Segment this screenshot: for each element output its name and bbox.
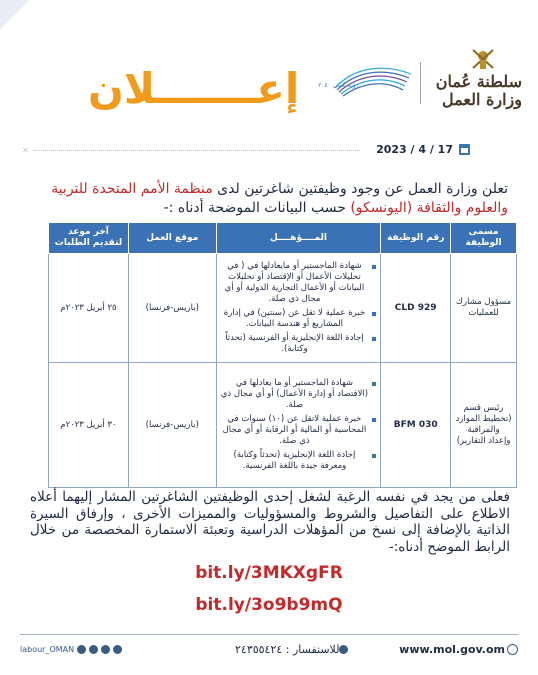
intro-part1: تعلن وزارة العمل عن وجود وظيفتين شاغرتين لدى — [212, 181, 508, 197]
intro-org: منظمة الأمم المتحدة للتربية والعلوم والثقافة (اليونسكو) — [51, 181, 508, 216]
qualification-item: خبرة عملية لاتقل عن (١٠) سنوات في المحاسبة أو المالية أو الرقابة أو أي مجال ذي صلة. — [221, 414, 377, 447]
job-qualifications — [216, 254, 381, 363]
phone-icon — [339, 645, 348, 654]
header-divider — [420, 62, 421, 104]
header-job-code: رقم الوظيفة — [381, 223, 451, 254]
jobs-table — [48, 222, 517, 488]
job-code: BFM 030 — [381, 363, 451, 488]
social-handle: labour_OMAN — [20, 644, 75, 654]
calendar-icon — [459, 144, 470, 155]
globe-icon — [507, 644, 518, 655]
date-row — [376, 143, 470, 156]
qualification-item: شهادة الماجستير أو مايعادلها في ( في تحليلات الأعمال أو الإقتصاد أو تحليلات البيانات أو الأعمال التجارية الدولية أو أي مجال ذي صلة. — [221, 261, 377, 305]
ministry-line2: وزارة العمل — [442, 90, 522, 109]
header — [0, 0, 538, 140]
ministry-line1: سلطنة عُمان — [435, 72, 522, 91]
job-title: رئيس قسم (تخطيط الموارد والمراقبة وإعداد التقارير) — [451, 363, 517, 488]
header-location: موقع العمل — [128, 223, 216, 254]
facebook-icon[interactable] — [77, 645, 86, 654]
application-link-2[interactable]: bit.ly/3o9b9mQ — [195, 595, 343, 615]
intro-paragraph — [30, 180, 508, 218]
dotted-divider — [34, 150, 360, 151]
application-link-1[interactable]: bit.ly/3MKXgFR — [195, 563, 343, 583]
job-code: CLD 929 — [381, 254, 451, 363]
job-location: (باريس-فرنسا) — [128, 254, 216, 363]
header-qualification: المــــؤهــــل — [216, 223, 381, 254]
announcement-date: 2023 / 4 / 17 — [376, 143, 453, 156]
qualification-item: إجادة اللغة الإنجليزية أو الفرنسية (تحدثاً وكتابة). — [221, 333, 377, 355]
website[interactable] — [399, 643, 518, 656]
website-url[interactable]: www.mol.gov.om — [399, 642, 505, 656]
table-row — [49, 363, 517, 488]
qualification-item: شهادة الماجستير أو ما يعادلها في (الاقتصاد أو إدارة الأعمال) أو أي مجال ذي صلة. — [221, 378, 377, 411]
qualification-item: خبرة عملية لا تقل عن (سنتين) في إدارة المشاريع أو هندسة البيانات. — [221, 308, 377, 330]
oman-vision-logo-icon — [325, 58, 415, 102]
footer — [20, 640, 518, 658]
announcement-title: إعـــــــلان — [88, 64, 300, 113]
vision-year: ٢٠٤٠ — [318, 82, 331, 89]
vision-label: رؤية عُمان — [332, 82, 359, 89]
table-row — [49, 254, 517, 363]
social-links — [20, 645, 122, 654]
decor-mark: ✕ — [22, 146, 29, 155]
job-deadline: ٢٥ أبريل ٢٠٢٣م — [49, 254, 129, 363]
header-job-title: مسمى الوظيفة — [451, 223, 517, 254]
youtube-icon[interactable] — [89, 645, 98, 654]
oman-emblem-icon — [470, 46, 496, 72]
phone-text: للاستفسار : ٢٤٣٥٥٤٢٤ — [235, 642, 340, 656]
instagram-icon[interactable] — [101, 645, 110, 654]
job-qualifications — [216, 363, 381, 488]
header-deadline: آخر موعد لتقديم الطلبات — [49, 223, 129, 254]
job-deadline: ٣٠ أبريل ٢٠٢٣م — [49, 363, 129, 488]
intro-part2: حسب البيانات الموضحة أدناه :- — [163, 200, 351, 216]
closing-paragraph: فعلى من يجد في نفسه الرغبة لشغل إحدى الوظيفتين الشاغرتين المشار إليهما أعلاه الاطلاع على التفاصيل والشروط والمسؤوليات والمميزات الأخرى ، وإرفاق السيرة الذاتية بالإضافة إلى نسخ من المؤهلات الدراسية وتعبئة الاستمارة المخصصة من خلال الرابط الموضح أدناه:- — [30, 489, 510, 555]
table-header-row — [49, 223, 517, 254]
inquiry-phone — [235, 643, 351, 656]
job-location: (باريس-فرنسا) — [128, 363, 216, 488]
qualification-item: إجادة اللغة الإنجليزية (تحدثاً وكتابة) ومعرفة جيدة باللغة الفرنسية. — [221, 450, 377, 472]
twitter-icon[interactable] — [113, 645, 122, 654]
job-title: مسؤول مشارك للعمليات — [451, 254, 517, 363]
footer-divider — [20, 634, 518, 635]
